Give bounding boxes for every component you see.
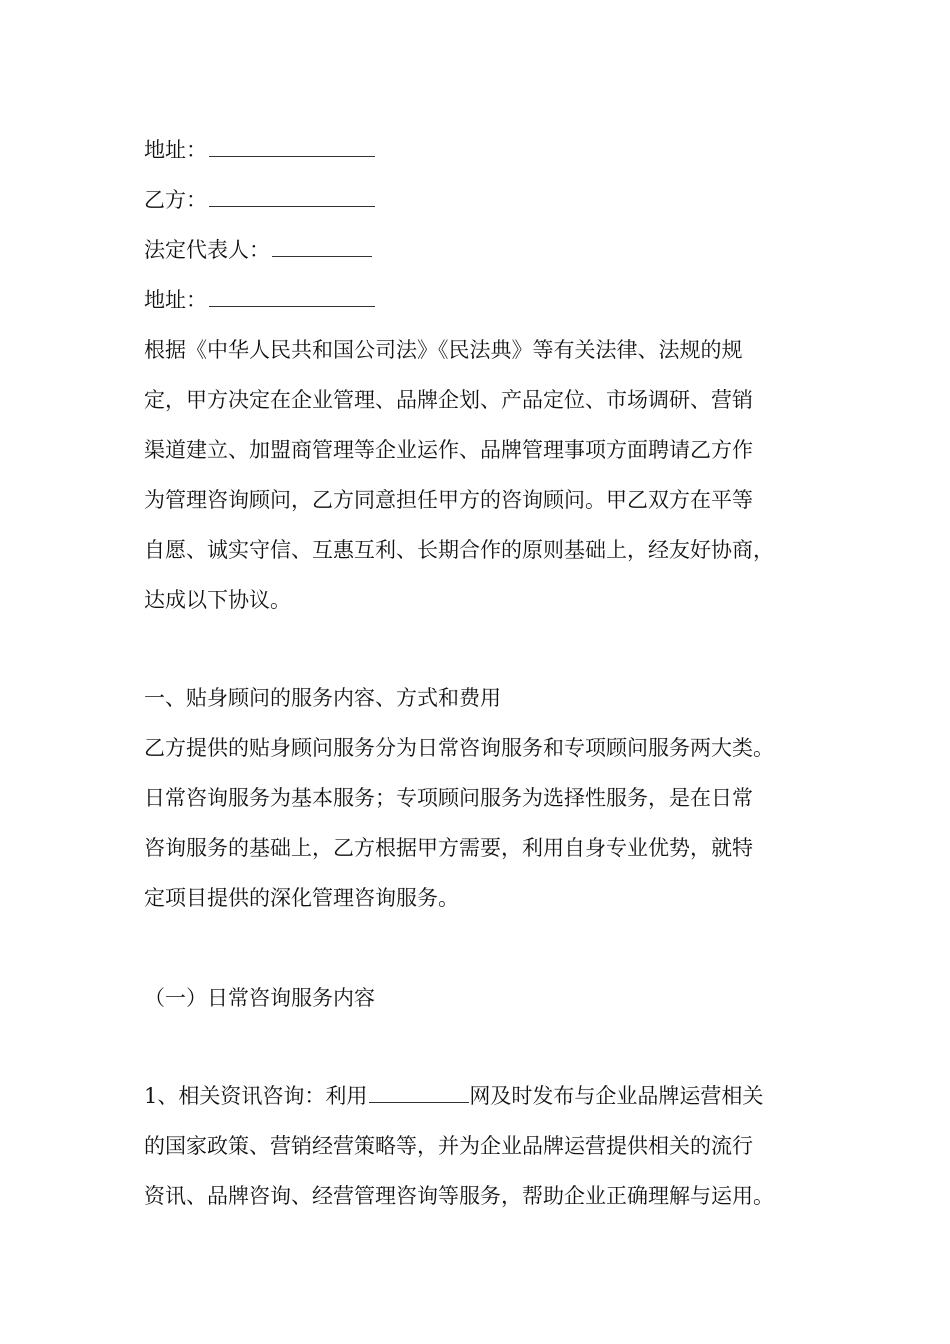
party-b-blank (209, 186, 375, 207)
legal-rep-label: 法定代表人： (144, 238, 270, 262)
item-line: 的国家政策、营销经营策略等，并为企业品牌运营提供相关的流行 (144, 1134, 753, 1158)
preamble-line: 渠道建立、加盟商管理等企业运作、品牌管理事项方面聘请乙方作 (144, 438, 753, 462)
item-number: 1 (144, 1084, 158, 1108)
address-field-2 (144, 286, 375, 314)
item-trail-text: 网及时发布与企业品牌运营相关 (469, 1084, 764, 1108)
section-line: 咨询服务的基础上，乙方根据甲方需要，利用自身专业优势，就特 (144, 836, 753, 860)
preamble-line: 达成以下协议。 (144, 588, 291, 612)
party-b-field (144, 186, 375, 214)
website-blank (369, 1082, 469, 1103)
preamble-line: 定，甲方决定在企业管理、品牌企划、产品定位、市场调研、营销 (144, 388, 753, 412)
section-line: 乙方提供的贴身顾问服务分为日常咨询服务和专项顾问服务两大类。 (144, 736, 774, 760)
address-label: 地址： (144, 288, 207, 312)
preamble-line: 为管理咨询顾问，乙方同意担任甲方的咨询顾问。甲乙双方在平等 (144, 488, 753, 512)
preamble-line: 根据《中华人民共和国公司法》《民法典》等有关法律、法规的规 (144, 338, 743, 362)
legal-rep-field (144, 236, 372, 264)
address-blank (209, 286, 375, 307)
item-first-line (144, 1082, 763, 1110)
address-blank (209, 136, 375, 157)
section-line: 定项目提供的深化管理咨询服务。 (144, 886, 459, 910)
section-line: 日常咨询服务为基本服务；专项顾问服务为选择性服务，是在日常 (144, 786, 753, 810)
item-lead-text: 、相关资讯咨询：利用 (157, 1084, 368, 1108)
item-line: 资讯、品牌咨询、经营管理咨询等服务，帮助企业正确理解与运用。 (144, 1184, 774, 1208)
subsection-heading: （一）日常咨询服务内容 (144, 986, 375, 1010)
party-b-label: 乙方： (144, 188, 207, 212)
address-label: 地址： (144, 138, 207, 162)
address-field-1 (144, 136, 375, 164)
section-heading: 一、贴身顾问的服务内容、方式和费用 (144, 686, 501, 710)
preamble-line: 自愿、诚实守信、互惠互利、长期合作的原则基础上，经友好协商， (144, 538, 774, 562)
legal-rep-blank (272, 236, 372, 257)
